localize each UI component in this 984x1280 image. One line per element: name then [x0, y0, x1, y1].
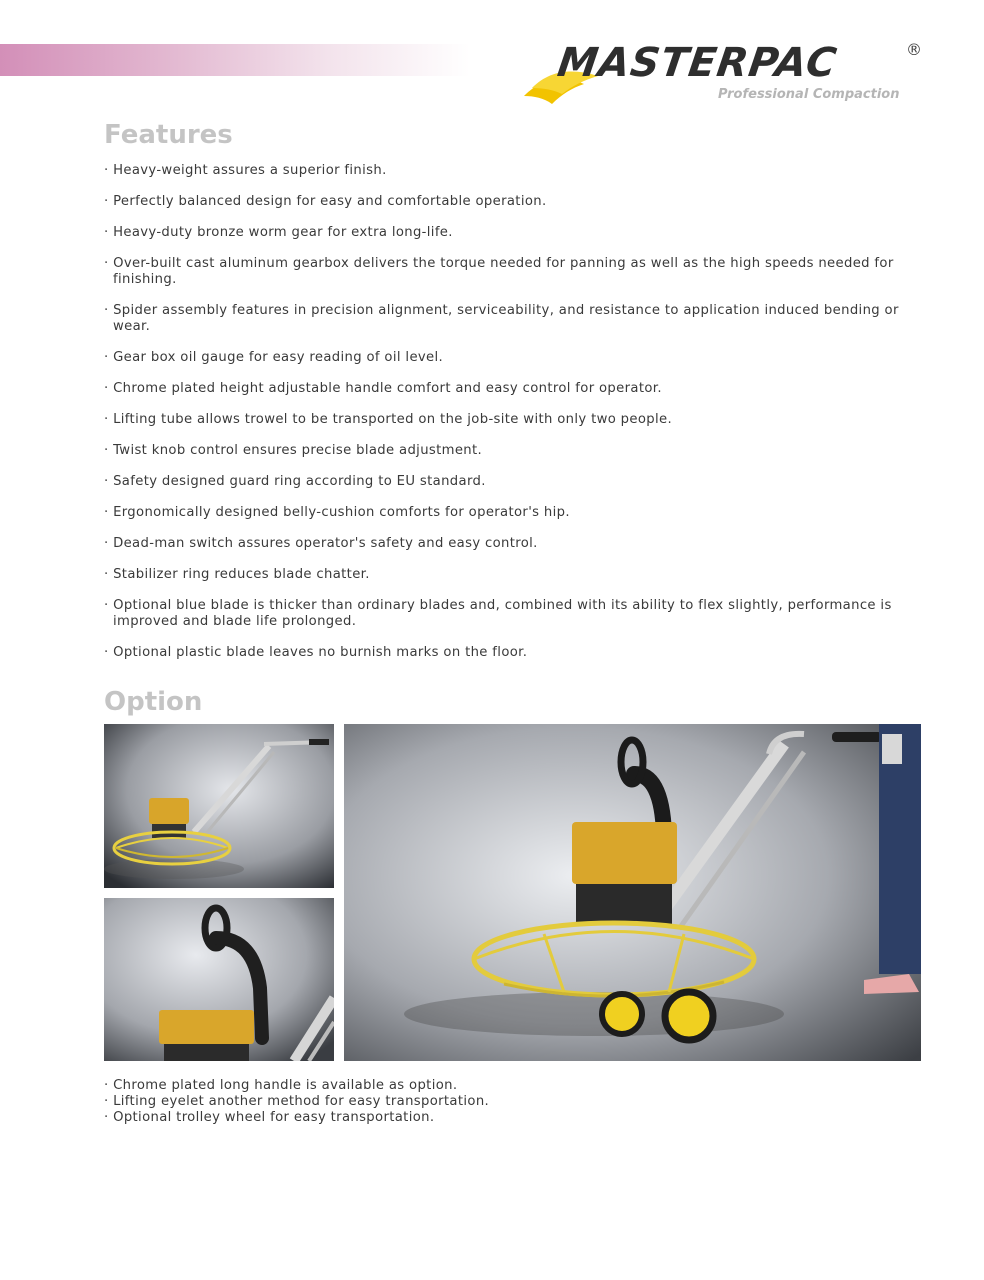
feature-item: · Optional blue blade is thicker than ordinary blades and, combined with its ability to flex slightly, performance is improved and blade life prolonged.: [104, 598, 892, 629]
features-heading: Features: [104, 120, 233, 150]
option-item: · Lifting eyelet another method for easy transportation.: [104, 1094, 490, 1109]
feature-item: · Spider assembly features in precision alignment, serviceability, and resistance to application induced bending or wear.: [104, 303, 899, 334]
feature-item: · Optional plastic blade leaves no burnish marks on the floor.: [104, 645, 528, 660]
registered-mark: ®: [906, 40, 922, 59]
feature-item: · Twist knob control ensures precise blade adjustment.: [104, 443, 483, 458]
feature-item: · Stabilizer ring reduces blade chatter.: [104, 567, 370, 582]
photo-lifting-eyelet: [104, 898, 334, 1061]
feature-item: · Perfectly balanced design for easy and comfortable operation.: [104, 194, 547, 209]
brand-wordmark: MASTERPAC: [554, 40, 840, 86]
feature-item: · Chrome plated height adjustable handle comfort and easy control for operator.: [104, 381, 662, 396]
photo-long-handle: [104, 724, 334, 888]
feature-item: · Heavy-duty bronze worm gear for extra long-life.: [104, 225, 453, 240]
option-heading: Option: [104, 687, 203, 717]
photo-trolley-wheel: [344, 724, 921, 1061]
option-item: · Chrome plated long handle is available as option.: [104, 1078, 458, 1093]
feature-item: · Over-built cast aluminum gearbox delivers the torque needed for panning as well as the high speeds needed for finishing.: [104, 256, 894, 287]
features-list: [104, 163, 909, 676]
feature-item: · Ergonomically designed belly-cushion comforts for operator's hip.: [104, 505, 570, 520]
feature-item: · Safety designed guard ring according to EU standard.: [104, 474, 486, 489]
brand-tagline: Professional Compaction: [718, 87, 900, 102]
masterpac-logo: [522, 40, 932, 108]
option-list: [104, 1078, 489, 1126]
feature-item: · Dead-man switch assures operator's safety and easy control.: [104, 536, 538, 551]
header-color-band: [0, 44, 470, 76]
option-item: · Optional trolley wheel for easy transportation.: [104, 1110, 435, 1125]
feature-item: · Heavy-weight assures a superior finish.: [104, 163, 387, 178]
feature-item: · Gear box oil gauge for easy reading of oil level.: [104, 350, 444, 365]
feature-item: · Lifting tube allows trowel to be transported on the job-site with only two people.: [104, 412, 673, 427]
